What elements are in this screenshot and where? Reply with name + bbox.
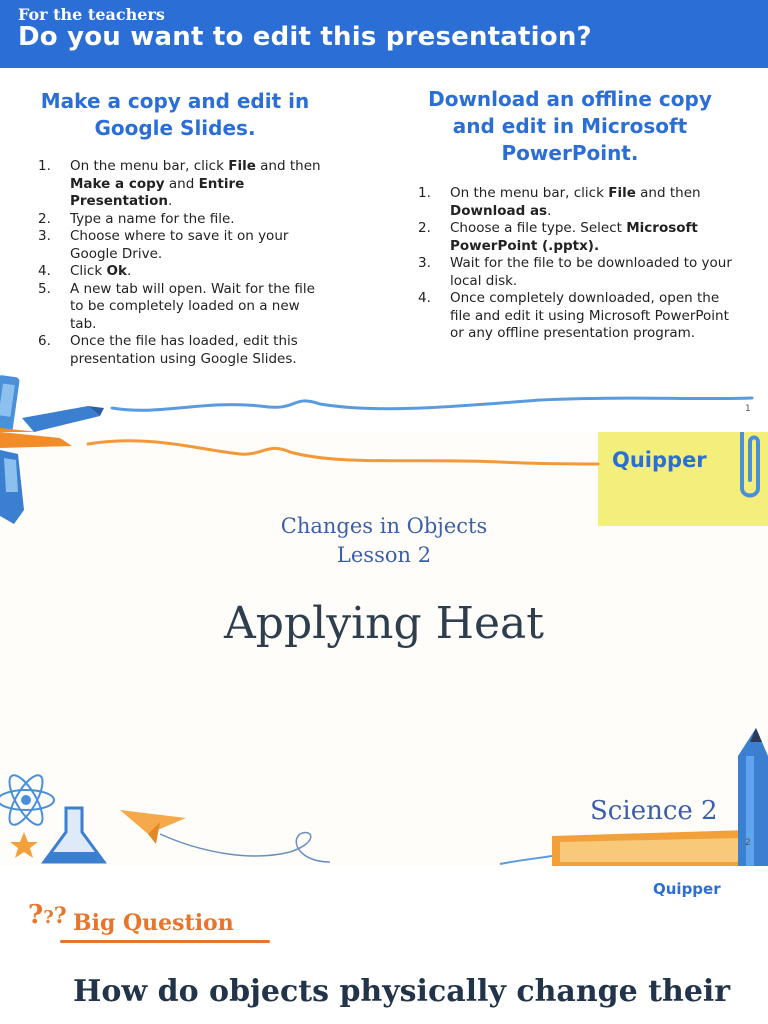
big-question-text: How do objects physically change their: [73, 974, 731, 1009]
instruction-step: [38, 228, 330, 263]
google-slides-steps: [20, 158, 330, 368]
step-emphasis: Ok: [106, 263, 127, 279]
step-number: 2.: [418, 220, 431, 236]
powerpoint-steps: [400, 185, 740, 343]
flask-icon: [44, 808, 104, 862]
paper-plane-icon: [120, 810, 330, 862]
step-text: and then: [255, 158, 321, 174]
heading-line: Google Slides.: [94, 116, 256, 140]
heading-line: PowerPoint.: [501, 141, 639, 165]
google-slides-heading: [20, 88, 330, 142]
decoration-layer: [0, 370, 768, 432]
instruction-step: [418, 255, 740, 290]
step-text: A new tab will open. Wait for the file to be completely loaded on a new tab.: [70, 280, 315, 332]
instruction-step: [38, 211, 330, 229]
ruler-icon: [552, 830, 748, 866]
step-emphasis: Make a copy: [70, 175, 165, 192]
crayon-blue-icon: [0, 375, 20, 432]
step-text: .: [126, 263, 132, 279]
step-emphasis: Microsoft PowerPoint (.pptx).: [450, 220, 698, 254]
quipper-logo: Quipper: [653, 880, 721, 898]
step-number: 3.: [38, 228, 51, 244]
slide-page-number: 1: [745, 404, 751, 414]
step-text: Once the file has loaded, edit this presentation using Google Slides.: [70, 333, 298, 367]
step-text: and then: [635, 185, 701, 201]
step-text: Choose where to save it on your Google Drive.: [70, 228, 289, 262]
step-emphasis: File: [608, 185, 636, 201]
paperclip-icon: [742, 432, 758, 496]
slide-title: Applying Heat: [224, 598, 544, 649]
big-question-label: Big Question: [73, 910, 234, 936]
step-number: 1.: [38, 158, 51, 174]
step-emphasis: Download as: [450, 202, 548, 219]
step-text: On the menu bar, click: [70, 158, 229, 174]
decoration-bottom: [0, 722, 768, 866]
step-text: Wait for the file to be downloaded to your local disk.: [450, 255, 732, 289]
star-icon: [10, 832, 38, 858]
slide-3: [0, 866, 768, 1024]
instruction-step: [418, 185, 740, 220]
crayon-blue-icon: [22, 406, 104, 432]
heading-line: Make a copy and edit in: [40, 89, 310, 113]
subject-label: Science 2: [590, 796, 718, 826]
header-banner: [0, 0, 768, 68]
powerpoint-heading: [400, 86, 740, 167]
instruction-step: [418, 290, 740, 343]
step-emphasis: File: [228, 158, 256, 174]
step-number: 1.: [418, 185, 431, 201]
step-text: .: [547, 202, 552, 219]
heading-line: and edit in Microsoft: [452, 114, 688, 138]
quipper-logo: Quipper: [612, 448, 707, 472]
slide-page-number: 2: [745, 838, 751, 848]
step-number: 2.: [38, 210, 51, 227]
step-text: .: [168, 193, 173, 209]
step-text: Type a name for the file.: [70, 210, 235, 227]
instruction-step: [38, 263, 330, 281]
step-number: 5.: [38, 280, 51, 297]
blue-squiggle: [112, 398, 752, 410]
question-mark: ?: [53, 903, 67, 929]
pencil-icon: [738, 728, 768, 866]
instruction-step: [418, 220, 740, 255]
instruction-step: [38, 333, 330, 368]
question-mark: ?: [28, 900, 44, 930]
question-mark: ?: [43, 907, 54, 928]
powerpoint-instructions: [400, 86, 740, 343]
subtitle-line: Changes in Objects: [280, 514, 488, 538]
step-text: Choose a file type. Select: [450, 220, 627, 236]
step-text: Once completely downloaded, open the file and edit it using Microsoft PowerPoint or any offline presentation program.: [450, 290, 729, 341]
lesson-subtitle: [0, 512, 768, 570]
step-number: 3.: [418, 255, 431, 271]
step-text: On the menu bar, click: [450, 185, 609, 201]
orange-squiggle: [88, 441, 598, 464]
banner-title: Do you want to edit this presentation?: [18, 22, 592, 52]
instruction-step: [38, 158, 330, 211]
google-slides-instructions: [20, 88, 330, 368]
step-number: 4.: [418, 290, 431, 306]
heading-line: Download an offline copy: [428, 87, 712, 111]
question-marks-icon: [28, 900, 67, 930]
step-number: 4.: [38, 263, 51, 279]
banner-kicker: For the teachers: [18, 5, 165, 24]
step-number: 6.: [38, 333, 51, 349]
instruction-step: [38, 281, 330, 334]
atom-icon: [0, 771, 54, 829]
step-text: and: [164, 175, 199, 192]
label-underline: [60, 940, 270, 943]
step-emphasis: Entire Presentation: [70, 175, 245, 209]
step-text: Click: [70, 263, 107, 279]
slide-2: [0, 432, 768, 866]
subtitle-line: Lesson 2: [336, 543, 432, 567]
slide-1: [0, 0, 768, 432]
crayon-orange-icon: [0, 432, 72, 448]
blue-line: [500, 856, 552, 864]
